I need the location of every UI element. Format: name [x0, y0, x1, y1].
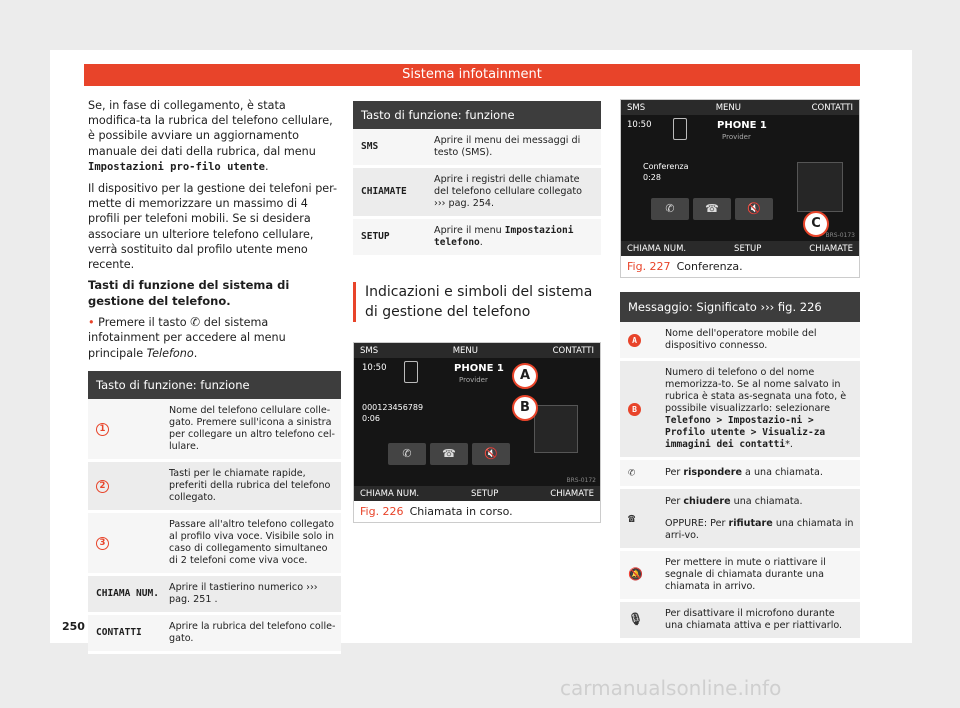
table-row: 3 Passare all'altro telefono collegato al profilo viva voce. Visibile solo in caso di collegamento simultaneo di 2 telefoni come viva voce.: [88, 512, 341, 575]
column-right: [620, 99, 860, 641]
table-row: 2 Tasti per le chiamate rapide, preferiti della rubrica del telefono collegato.: [88, 461, 341, 512]
figure-227: [620, 99, 860, 278]
phone-icon: ✆: [190, 315, 201, 330]
table-row: 🎙 Per disattivare il microfono durante una chiamata attiva e per riattivarlo.: [620, 601, 860, 640]
callout-b-icon: B: [512, 395, 538, 421]
hangup-icon: ☎: [628, 510, 636, 525]
menu-button[interactable]: MENU: [452, 345, 478, 356]
mute-ring-icon: 🔕: [628, 567, 643, 581]
menu-button[interactable]: MENU: [715, 102, 741, 113]
contacts-button[interactable]: CONTATTI: [811, 102, 853, 113]
contacts-button[interactable]: CONTATTI: [552, 345, 594, 356]
phone-device-icon: [404, 361, 418, 383]
callout-c-icon: C: [803, 211, 829, 237]
table-row: CHIAMATE Aprire i registri delle chiamate del telefono cellulare collegato ››› pag. 254.: [353, 167, 601, 218]
call-duration: 0:06: [362, 414, 380, 423]
conference-label: Conferenza: [643, 162, 689, 171]
dial-number-button[interactable]: CHIAMA NUM.: [360, 488, 420, 499]
sms-button[interactable]: SMS: [627, 102, 646, 113]
figure-226: [353, 342, 601, 523]
provider-name: Provider: [722, 133, 751, 141]
provider-name: Provider: [459, 376, 488, 384]
calls-button[interactable]: CHIAMATE: [809, 243, 853, 254]
answer-icon[interactable]: ✆: [388, 443, 426, 465]
menu-path: Impostazioni pro-filo utente: [88, 160, 266, 173]
paragraph-update: Se, in fase di collegamento, è stata modifica-ta la rubrica del telefono cellulare, è possibile avviare un aggiornamento manuale dei dati della rubrica, dal menu Impostazioni pro-filo utente.: [88, 99, 333, 173]
mic-off-icon: 🎙: [628, 612, 644, 626]
screen-call-in-progress: [354, 343, 600, 501]
conference-avatar: [797, 162, 843, 212]
function-keys-table: [88, 371, 341, 655]
table-row: 🔕 Per mettere in mute o riattivare il segnale di chiamata durante una chiamata in arrivo.: [620, 550, 860, 601]
calls-button[interactable]: CHIAMATE: [550, 488, 594, 499]
messages-table: [620, 292, 860, 641]
contact-avatar: [534, 405, 578, 453]
section-title: Indicazioni e simboli del sistema di gestione del telefono: [353, 282, 601, 322]
paragraph-profiles: Il dispositivo per la gestione dei telefoni per-mette di memorizzare un massimo di 4 profili per telefoni mobili. Se si desidera associare un ulteriore telefono cellulare, verrà sostituito dal profilo utente meno recente.: [88, 182, 338, 272]
mute-icon[interactable]: 🔇: [735, 198, 773, 220]
setup-button[interactable]: SETUP: [471, 488, 499, 499]
mute-icon[interactable]: 🔇: [472, 443, 510, 465]
hangup-icon[interactable]: ☎: [430, 443, 468, 465]
clock: 10:50: [362, 363, 387, 373]
setup-button[interactable]: SETUP: [734, 243, 762, 254]
phone-name: PHONE 1: [717, 120, 767, 131]
callout-3-icon: 3: [96, 537, 109, 550]
phone-icon: ✆: [628, 465, 636, 479]
figure-code: BRS-0173: [825, 232, 855, 239]
callout-a-icon: A: [512, 363, 538, 389]
function-keys-heading: Tasti di funzione del sistema di gestione del telefono.: [88, 278, 290, 308]
call-duration: 0:28: [643, 173, 661, 182]
figure-caption: Fig. 226 Chiamata in corso.: [360, 505, 513, 518]
table-row: ✆ Per rispondere a una chiamata.: [620, 459, 860, 488]
callout-b-icon: B: [628, 403, 641, 416]
table-row: SMS Aprire il menu dei messaggi di testo (SMS).: [353, 129, 601, 167]
clock: 10:50: [627, 120, 652, 130]
function-keys-table-2: [353, 101, 601, 258]
callout-2-icon: 2: [96, 480, 109, 493]
figure-code: BRS-0172: [566, 477, 596, 484]
column-middle: [353, 101, 601, 523]
watermark: carmanualsonline.info: [560, 676, 782, 700]
page-header: Sistema infotainment: [84, 64, 860, 86]
table-row: ☎ Per chiudere una chiamata. OPPURE: Per rifiutare una chiamata in arri-vo.: [620, 488, 860, 550]
table-header: Messaggio: Significato ››› fig. 226: [620, 292, 860, 322]
dial-number-button[interactable]: CHIAMA NUM.: [627, 243, 687, 254]
table-header: Tasto di funzione: funzione: [88, 371, 341, 399]
answer-icon[interactable]: ✆: [651, 198, 689, 220]
bullet-phone-key: • Premere il tasto ✆ del sistema infotainment per accedere al menu principale Telefono.: [88, 315, 286, 360]
column-left: [88, 98, 341, 654]
caller-number: 000123456789: [362, 403, 424, 412]
phone-name: PHONE 1: [454, 363, 504, 374]
sms-button[interactable]: SMS: [360, 345, 379, 356]
screen-conference: [621, 100, 859, 256]
table-row: 1 Nome del telefono cellulare colle-gato. Premere sull'icona a sinistra per collegare un altro telefono cel-lulare.: [88, 399, 341, 461]
page-number: 250: [62, 620, 85, 633]
hangup-icon[interactable]: ☎: [693, 198, 731, 220]
call-buttons: [651, 198, 773, 220]
call-buttons: [388, 443, 510, 465]
table-row: B Numero di telefono o del nome memorizza-to. Se al nome salvato in rubrica è stata as-segnata una foto, è possibile visualizzarlo: selezionare Telefono > Impostazio-ni > Profilo utente > Visualiz-za immagini dei contatti*.: [620, 360, 860, 459]
callout-a-icon: A: [628, 334, 641, 347]
table-row: CHIAMA NUM. Aprire il tastierino numerico ››› pag. 251 .: [88, 575, 341, 614]
figure-caption: Fig. 227 Conferenza.: [627, 260, 743, 273]
table-row: SETUP Aprire il menu Impostazioni telefono.: [353, 218, 601, 257]
callout-1-icon: 1: [96, 423, 109, 436]
phone-device-icon: [673, 118, 687, 140]
table-row: A Nome dell'operatore mobile del dispositivo connesso.: [620, 322, 860, 360]
table-row: CONTATTI Aprire la rubrica del telefono colle-gato.: [88, 614, 341, 653]
table-header: Tasto di funzione: funzione: [353, 101, 601, 129]
